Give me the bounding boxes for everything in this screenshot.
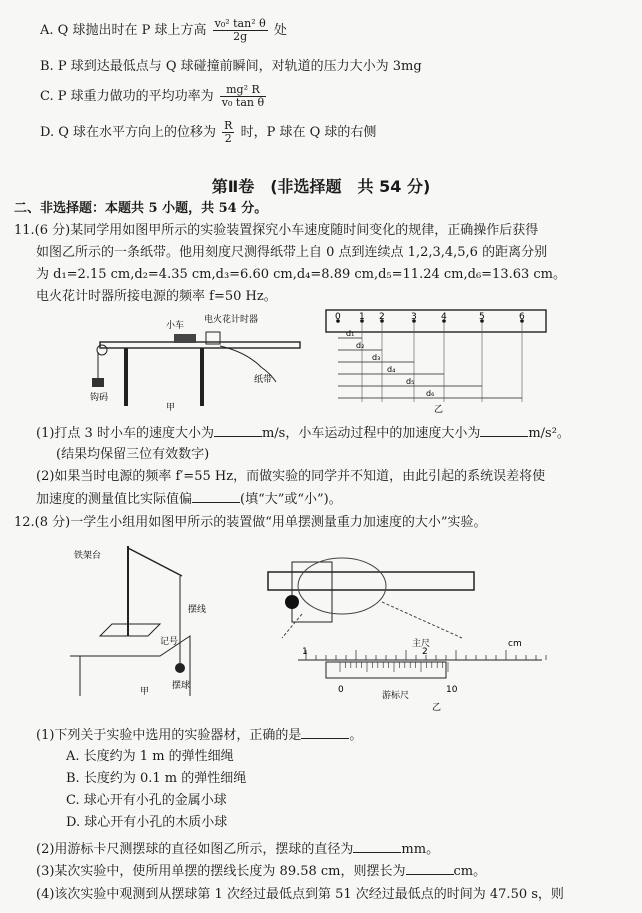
answer-blank-equipment[interactable]	[301, 726, 349, 739]
tape-point-label-1: 1	[359, 312, 365, 322]
zoom-circle	[298, 558, 386, 614]
dim-label-6: d₆	[426, 389, 435, 398]
choice-d: D. 球心开有小孔的木质小球	[66, 815, 228, 830]
tape-point-label-6: 6	[519, 312, 525, 322]
q11-line2: 如图乙所示的一条纸带。他用刻度尺测得纸带上自 0 点到连续点 1,2,3,4,5,6 的距离分别	[36, 245, 548, 260]
label-car: 小车	[166, 321, 185, 331]
label-stand: 铁架台	[74, 551, 102, 561]
option-d-fraction: $\frac{R}{2}$	[224, 119, 233, 145]
answer-blank-diameter[interactable]	[353, 840, 401, 853]
label-main-scale: 主尺	[412, 639, 431, 649]
label-weight: 钩码	[90, 393, 109, 403]
dim-label-4: d₄	[387, 365, 396, 374]
tick-10: 10	[446, 685, 458, 695]
zoom-line-right	[382, 602, 462, 638]
q11-figure-tape	[322, 306, 552, 414]
caliper-jaw	[292, 562, 332, 622]
label-bob: 摆球	[172, 681, 191, 691]
table-leg-right	[200, 348, 204, 406]
part-heading: 二、非选择题：本题共 5 小题，共 54 分。	[14, 201, 268, 216]
label-cm: cm	[508, 639, 522, 649]
q11-line4: 电火花计时器所接电源的频率 f=50 Hz。	[36, 289, 277, 304]
caption-jia-12: 甲	[140, 687, 150, 696]
label-tape: 纸带	[254, 375, 273, 385]
stand-arm	[128, 548, 182, 576]
q11-line1: 11.(6 分)某同学用如图甲所示的实验装置探究小车速度随时间变化的规律，正确操作后获得	[14, 223, 539, 238]
answer-blank-length[interactable]	[406, 862, 454, 875]
caption-jia: 甲	[166, 403, 176, 412]
tape-point-label-0: 0	[335, 312, 341, 322]
pendulum-bob	[175, 663, 185, 673]
label-string: 摆线	[188, 605, 207, 615]
option-d: D. Q 球在水平方向上的位移为 $\frac{R}{2}$ 时，P 球在 Q 球的右侧	[40, 119, 377, 145]
tape-point-label-2: 2	[379, 312, 385, 322]
option-b: B. P 球到达最低点与 Q 球碰撞前瞬间，对轨道的压力大小为 3mg	[40, 59, 422, 74]
caption-yi: 乙	[434, 405, 444, 414]
option-a-text: A. Q 球抛出时在 P 球上方高	[40, 23, 207, 38]
tape-point-label-4: 4	[441, 312, 447, 322]
dim-label-5: d₅	[406, 377, 415, 386]
q12-line1: 12.(8 分)一学生小组用如图甲所示的装置做“用单摆测量重力加速度的大小”实验。	[14, 515, 487, 530]
caption-yi-12: 乙	[432, 703, 442, 712]
q11-sub2b: 加速度的测量值比实际值偏 (填“大”或“小”)。	[36, 492, 342, 507]
dim-label-1: d₁	[346, 329, 355, 338]
q11-figure-apparatus	[86, 312, 308, 412]
dim-label-2: d₂	[356, 341, 365, 350]
dim-label-3: d₃	[372, 353, 381, 362]
q12-sub4: (4)该次实验中观测到从摆球第 1 次经过最低点到第 51 次经过最低点的时间为 47.50 s，则	[36, 887, 564, 902]
q12-figure-caliper	[262, 542, 562, 712]
q11-sub2a: (2)如果当时电源的频率 f′=55 Hz，而做实验的同学并不知道，由此引起的系统误差将使	[36, 469, 546, 484]
tape-point-label-3: 3	[411, 312, 417, 322]
tick-0: 0	[338, 685, 344, 695]
answer-blank-bias[interactable]	[192, 490, 240, 503]
answer-blank-v3[interactable]	[214, 424, 262, 437]
label-timer: 电火花计时器	[204, 315, 259, 325]
vernier-box	[326, 662, 446, 678]
stand-base	[100, 624, 160, 636]
q12-sub2: (2)用游标卡尺测摆球的直径如图乙所示，摆球的直径为 mm。	[36, 842, 440, 857]
q12-sub3: (3)某次实验中，使所用单摆的摆线长度为 89.58 cm，则摆长为 cm。	[36, 864, 487, 879]
tick-1: 1	[302, 647, 308, 657]
answer-blank-accel[interactable]	[480, 424, 528, 437]
choice-a: A. 长度约为 1 m 的弹性细绳	[66, 749, 234, 764]
choice-c: C. 球心开有小孔的金属小球	[66, 793, 227, 808]
weight	[92, 378, 104, 387]
track	[100, 342, 300, 348]
cart	[174, 334, 196, 343]
q11-note: (结果均保留三位有效数字)	[56, 447, 210, 462]
tape-point-label-5: 5	[479, 312, 485, 322]
label-mark: 记号	[160, 637, 179, 647]
choice-b: B. 长度约为 0.1 m 的弹性细绳	[66, 771, 247, 786]
q12-figure-pendulum	[70, 536, 260, 696]
section-title: 第Ⅱ卷 (非选择题 共 54 分)	[211, 177, 431, 196]
q11-sub1: (1)打点 3 时小车的速度大小为 m/s，小车运动过程中的加速度大小为 m/s²。	[36, 426, 570, 441]
q11-line3: 为 d₁=2.15 cm,d₂=4.35 cm,d₃=6.60 cm,d₄=8.89 cm,d₅=11.24 cm,d₆=13.63 cm。	[36, 267, 567, 282]
option-a: A. Q 球抛出时在 P 球上方高 $\frac{\text{v₀² tan² θ}}{2g}$ 处	[40, 17, 287, 43]
measured-ball	[285, 595, 299, 609]
tick-2: 2	[422, 647, 428, 657]
table-leg-left	[124, 348, 128, 406]
option-a-fraction: $\frac{\text{v₀² tan² θ}}{2g}$	[214, 17, 266, 43]
label-vernier: 游标尺	[382, 691, 410, 701]
option-c-fraction: $\frac{\text{mg² R}}{\text{v₀ tan θ}}$	[221, 83, 265, 109]
q12-sub1: (1)下列关于实验中选用的实验器材，正确的是 。	[36, 728, 363, 743]
option-c: C. P 球重力做功的平均功率为 $\frac{\text{mg² R}}{\text{v₀ tan θ}}$	[40, 83, 265, 109]
